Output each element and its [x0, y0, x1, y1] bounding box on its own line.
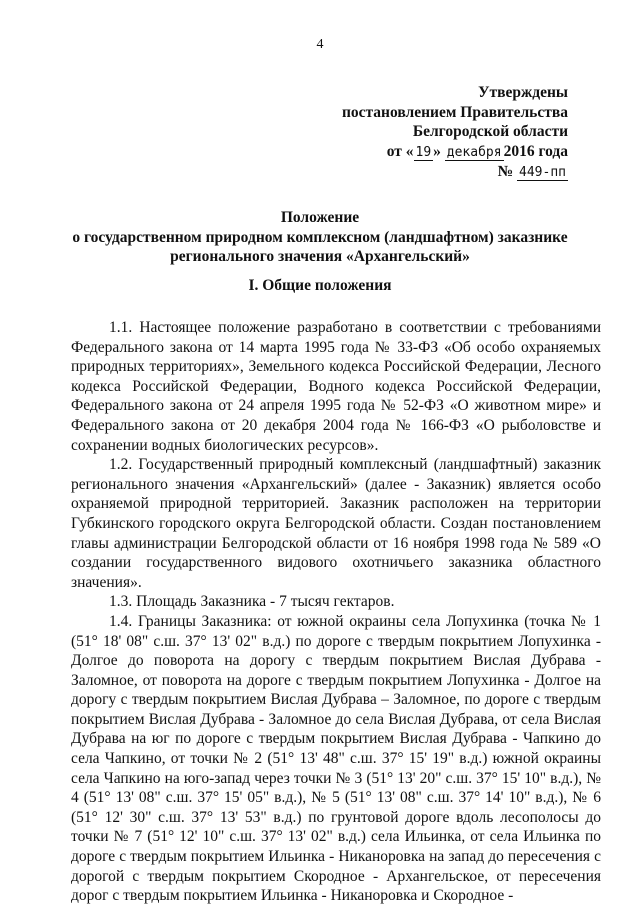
document-title [0, 208, 640, 267]
date-month: декабря [446, 144, 502, 160]
section-title: I. Общие положения [248, 277, 392, 294]
approval-stamp [0, 83, 568, 183]
page-number: 4 [316, 37, 324, 52]
approval-date [0, 142, 568, 163]
approval-line-region: Белгородской области [412, 123, 568, 140]
paragraph-1-2: 1.2. Государственный природный комплексный (ландшафтный) заказник регионального значения «Архангельский» (далее - Заказник) является особо охраняемой природной территорией. Заказник расположен на территории Губкинского городского округа Белгородской области. Создан постановлением главы администрации Белгородской области от 16 ноября 1998 года № 589 «О создании государственного видового охотничьего заказника областного значения». [71, 456, 601, 591]
approval-number [0, 162, 568, 183]
paragraph-1-1: 1.1. Настоящее положение разработано в соответствии с требованиями Федерального закона от 14 марта 1995 года № 33-ФЗ «Об особо охраняемых природных территориях», Земельного кодекса Российской Федерации, Лесного кодекса Российской Федерации, Водного кодекса Российской Федерации, Федерального закона от 24 апреля 1995 года № 52-ФЗ «О животном мире» и Федерального закона от 20 декабря 2004 года № 166-ФЗ «О рыболовстве и сохранении водных биологических ресурсов». [71, 319, 601, 454]
paragraph-1-3: 1.3. Площадь Заказника - 7 тысяч гектаров. [109, 593, 395, 611]
number-value: 449-пп [519, 165, 566, 180]
approval-line-approved: Утверждены [478, 84, 568, 101]
title-line-2: о государственном природном комплексном (ландшафтном) заказнике [72, 228, 568, 246]
date-year: 2016 года [503, 142, 568, 160]
number-prefix: № [497, 163, 518, 180]
paragraph-1-4: 1.4. Границы Заказника: от южной окраины села Лопухинка (точка № 1 (51° 18' 08" с.ш. 37° 13' 02" в.д.) по дороге с твердым покрытием Лопухинка - Долгое до поворота на дорогу с твердым покрытием Вислая Дубрава - Заломное, от поворота на дороге с твердым покрытием Лопухинка - Долгое на дорогу с твердым покрытием Вислая Дубрава – Заломное, по дороге с твердым покрытием Вислая Дубрава - Заломное до села Вислая Дубрава, от села Вислая Дубрава на юг по дороге с твердым покрытием Вислая Дубрава - Чапкино до села Чапкино, от точки № 2 (51° 13' 48" с.ш. 37° 15' 19" в.д.) южной окраины села Чапкино на юго-запад через точки № 3 (51° 13' 20" с.ш. 37° 15' 10" в.д.), № 4 (51° 13' 08" с.ш. 37° 15' 05" в.д.), № 5 (51° 13' 08" с.ш. 37° 14' 10" в.д.), № 6 (51° 12' 30" с.ш. 37° 13' 53" в.д.) по грунтовой дороге вдоль лесополосы до точки № 7 (51° 12' 10" с.ш. 37° 13' 02" в.д.) села Ильинка, от села Ильинка по дороге с твердым покрытием Ильинка - Никаноровка на запад до пересечения с дорогой с твердым покрытием Скородное - Архангельское, от пересечения дорог с твердым покрытием Ильинка - Никаноровка и Скородное - [71, 612, 601, 905]
date-prefix: от « [386, 142, 414, 160]
title-line-1: Положение [280, 209, 360, 226]
approval-line-resolution: постановлением Правительства [341, 103, 568, 121]
date-day: 19 [415, 144, 432, 160]
body-text [71, 318, 601, 906]
date-mid: » [433, 142, 445, 160]
title-line-3: регионального значения «Архангельский» [170, 248, 470, 265]
